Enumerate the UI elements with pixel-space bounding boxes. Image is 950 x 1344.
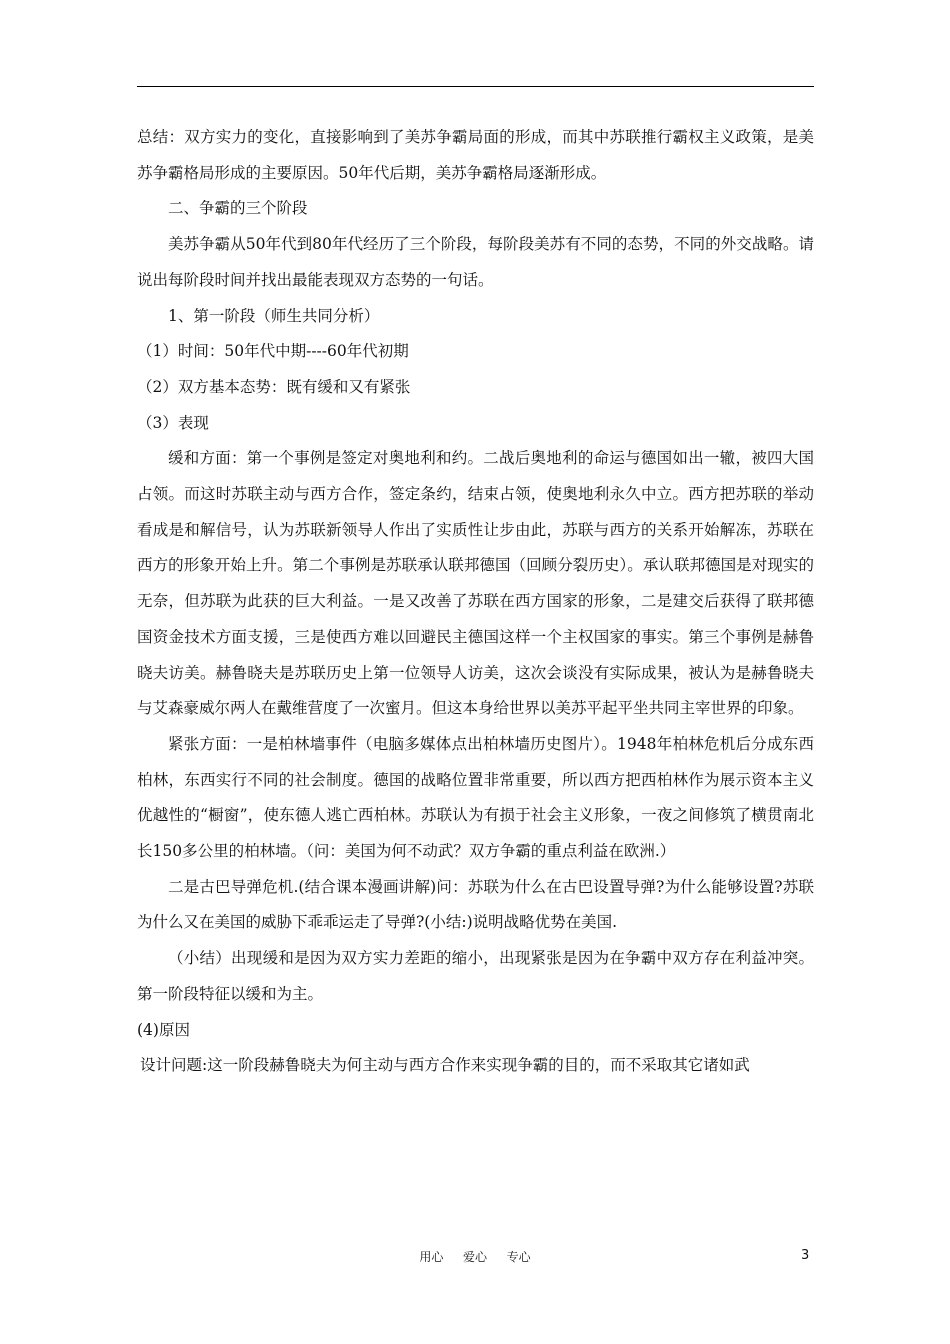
header-rule (137, 86, 814, 87)
subsection-heading: 1、第一阶段（师生共同分析） (168, 306, 380, 325)
paragraph-summary: 总结：双方实力的变化，直接影响到了美苏争霸局面的形成，而其中苏联推行霸权主义政策，是美苏争霸格局形成的主要原因。50年代后期，美苏争霸格局逐渐形成。 (137, 128, 814, 182)
paragraph-intro: 美苏争霸从50年代到80年代经历了三个阶段，每阶段美苏有不同的态势，不同的外交战略。请说出每阶段时间并找出最能表现双方态势的一句话。 (137, 235, 814, 289)
item-manifestation: （3）表现 (137, 413, 209, 432)
item-situation: （2）双方基本态势：既有缓和又有紧张 (137, 377, 411, 396)
footer-slogan: 用心 爱心 专心 (419, 1250, 531, 1264)
paragraph-tension: 紧张方面：一是柏林墙事件（电脑多媒体点出柏林墙历史图片）。1948年柏林危机后分成东西柏林，东西实行不同的社会制度。德国的战略位置非常重要，所以西方把西柏林作为展示资本主义优越性的“橱窗”，使东德人逃亡西柏林。苏联认为有损于社会主义形象，一夜之间修筑了横贯南北长150多公里的柏林墙。（问：美国为何不动武？双方争霸的重点利益在欧洲.） (137, 734, 814, 861)
page-number: 3 (801, 1248, 810, 1263)
paragraph-cuba: 二是古巴导弹危机.(结合课本漫画讲解)问：苏联为什么在古巴设置导弹?为什么能够设置?苏联为什么又在美国的威胁下乖乖运走了导弹?(小结:)说明战略优势在美国. (137, 877, 814, 932)
paragraph-easing: 缓和方面：第一个事例是签定对奥地利和约。二战后奥地利的命运与德国如出一辙，被四大国占领。而这时苏联主动与西方合作，签定条约，结束占领，使奥地利永久中立。西方把苏联的举动看成是和解信号，认为苏联新领导人作出了实质性让步由此，苏联与西方的关系开始解冻，苏联在西方的形象开始上升。第二个事例是苏联承认联邦德国（回顾分裂历史）。承认联邦德国是对现实的无奈，但苏联为此获的巨大利益。一是又改善了苏联在西方国家的形象，二是建交后获得了联邦德国资金技术方面支援，三是使西方难以回避民主德国这样一个主权国家的事实。第三个事例是赫鲁晓夫访美。赫鲁晓夫是苏联历史上第一位领导人访美，这次会谈没有实际成果，被认为是赫鲁晓夫与艾森豪威尔两人在戴维营度了一次蜜月。但这本身给世界以美苏平起平坐共同主宰世界的印象。 (137, 449, 814, 718)
item-reason: (4)原因 (137, 1020, 190, 1039)
section-heading: 二、争霸的三个阶段 (168, 199, 308, 218)
document-body (137, 120, 814, 1084)
paragraph-conclusion: （小结）出现缓和是因为双方实力差距的缩小，出现紧张是因为在争霸中双方存在利益冲突。第一阶段特征以缓和为主。 (137, 949, 814, 1003)
paragraph-question: 设计问题:这一阶段赫鲁晓夫为何主动与西方合作来实现争霸的目的，而不采取其它诸如武 (140, 1056, 750, 1075)
item-time: （1）时间：50年代中期----60年代初期 (137, 342, 409, 361)
